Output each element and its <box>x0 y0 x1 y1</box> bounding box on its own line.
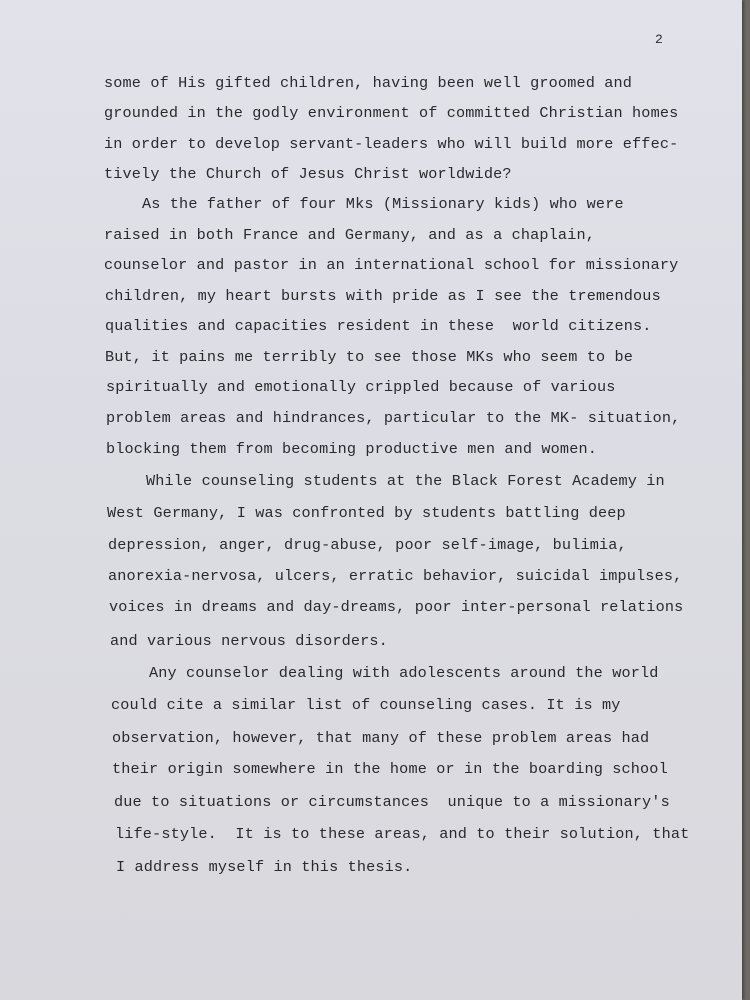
text-line: their origin somewhere in the home or in the boarding school <box>112 760 668 778</box>
text-line: blocking them from becoming productive men and women. <box>106 440 597 458</box>
text-line: qualities and capacities resident in these world citizens. <box>105 317 652 335</box>
text-line: voices in dreams and day-dreams, poor inter-personal relations <box>109 598 684 616</box>
text-line: But, it pains me terribly to see those MKs who seem to be <box>105 348 634 366</box>
text-line: problem areas and hindrances, particular to the MK- situation, <box>106 409 681 427</box>
text-line: counselor and pastor in an international school for missionary <box>104 256 679 274</box>
text-line: Any counselor dealing with adolescents around the world <box>149 664 659 682</box>
text-line: in order to develop servant-leaders who will build more effec- <box>104 135 679 153</box>
text-line: some of His gifted children, having been well groomed and <box>104 74 633 92</box>
text-line: As the father of four Mks (Missionary kids) who were <box>142 195 624 213</box>
text-line: tively the Church of Jesus Christ worldwide? <box>104 165 512 183</box>
text-line: anorexia-nervosa, ulcers, erratic behavior, suicidal impulses, <box>108 567 683 585</box>
text-line: raised in both France and Germany, and as a chaplain, <box>104 226 595 244</box>
text-line: While counseling students at the Black Forest Academy in <box>146 472 665 490</box>
text-line: depression, anger, drug-abuse, poor self-image, bulimia, <box>108 536 627 554</box>
text-line: life-style. It is to these areas, and to their solution, that <box>115 825 690 843</box>
text-line: children, my heart bursts with pride as I see the tremendous <box>105 287 661 305</box>
text-line: could cite a similar list of counseling cases. It is my <box>111 696 621 714</box>
text-line: spiritually and emotionally crippled because of various <box>106 378 616 396</box>
text-line: I address myself in this thesis. <box>116 858 413 876</box>
text-line: and various nervous disorders. <box>110 632 388 650</box>
page-number: 2 <box>655 32 663 47</box>
text-line: due to situations or circumstances unique to a missionary's <box>114 793 670 811</box>
text-line: West Germany, I was confronted by students battling deep <box>107 504 626 522</box>
text-line: grounded in the godly environment of committed Christian homes <box>104 104 679 122</box>
text-line: observation, however, that many of these problem areas had <box>112 729 650 747</box>
